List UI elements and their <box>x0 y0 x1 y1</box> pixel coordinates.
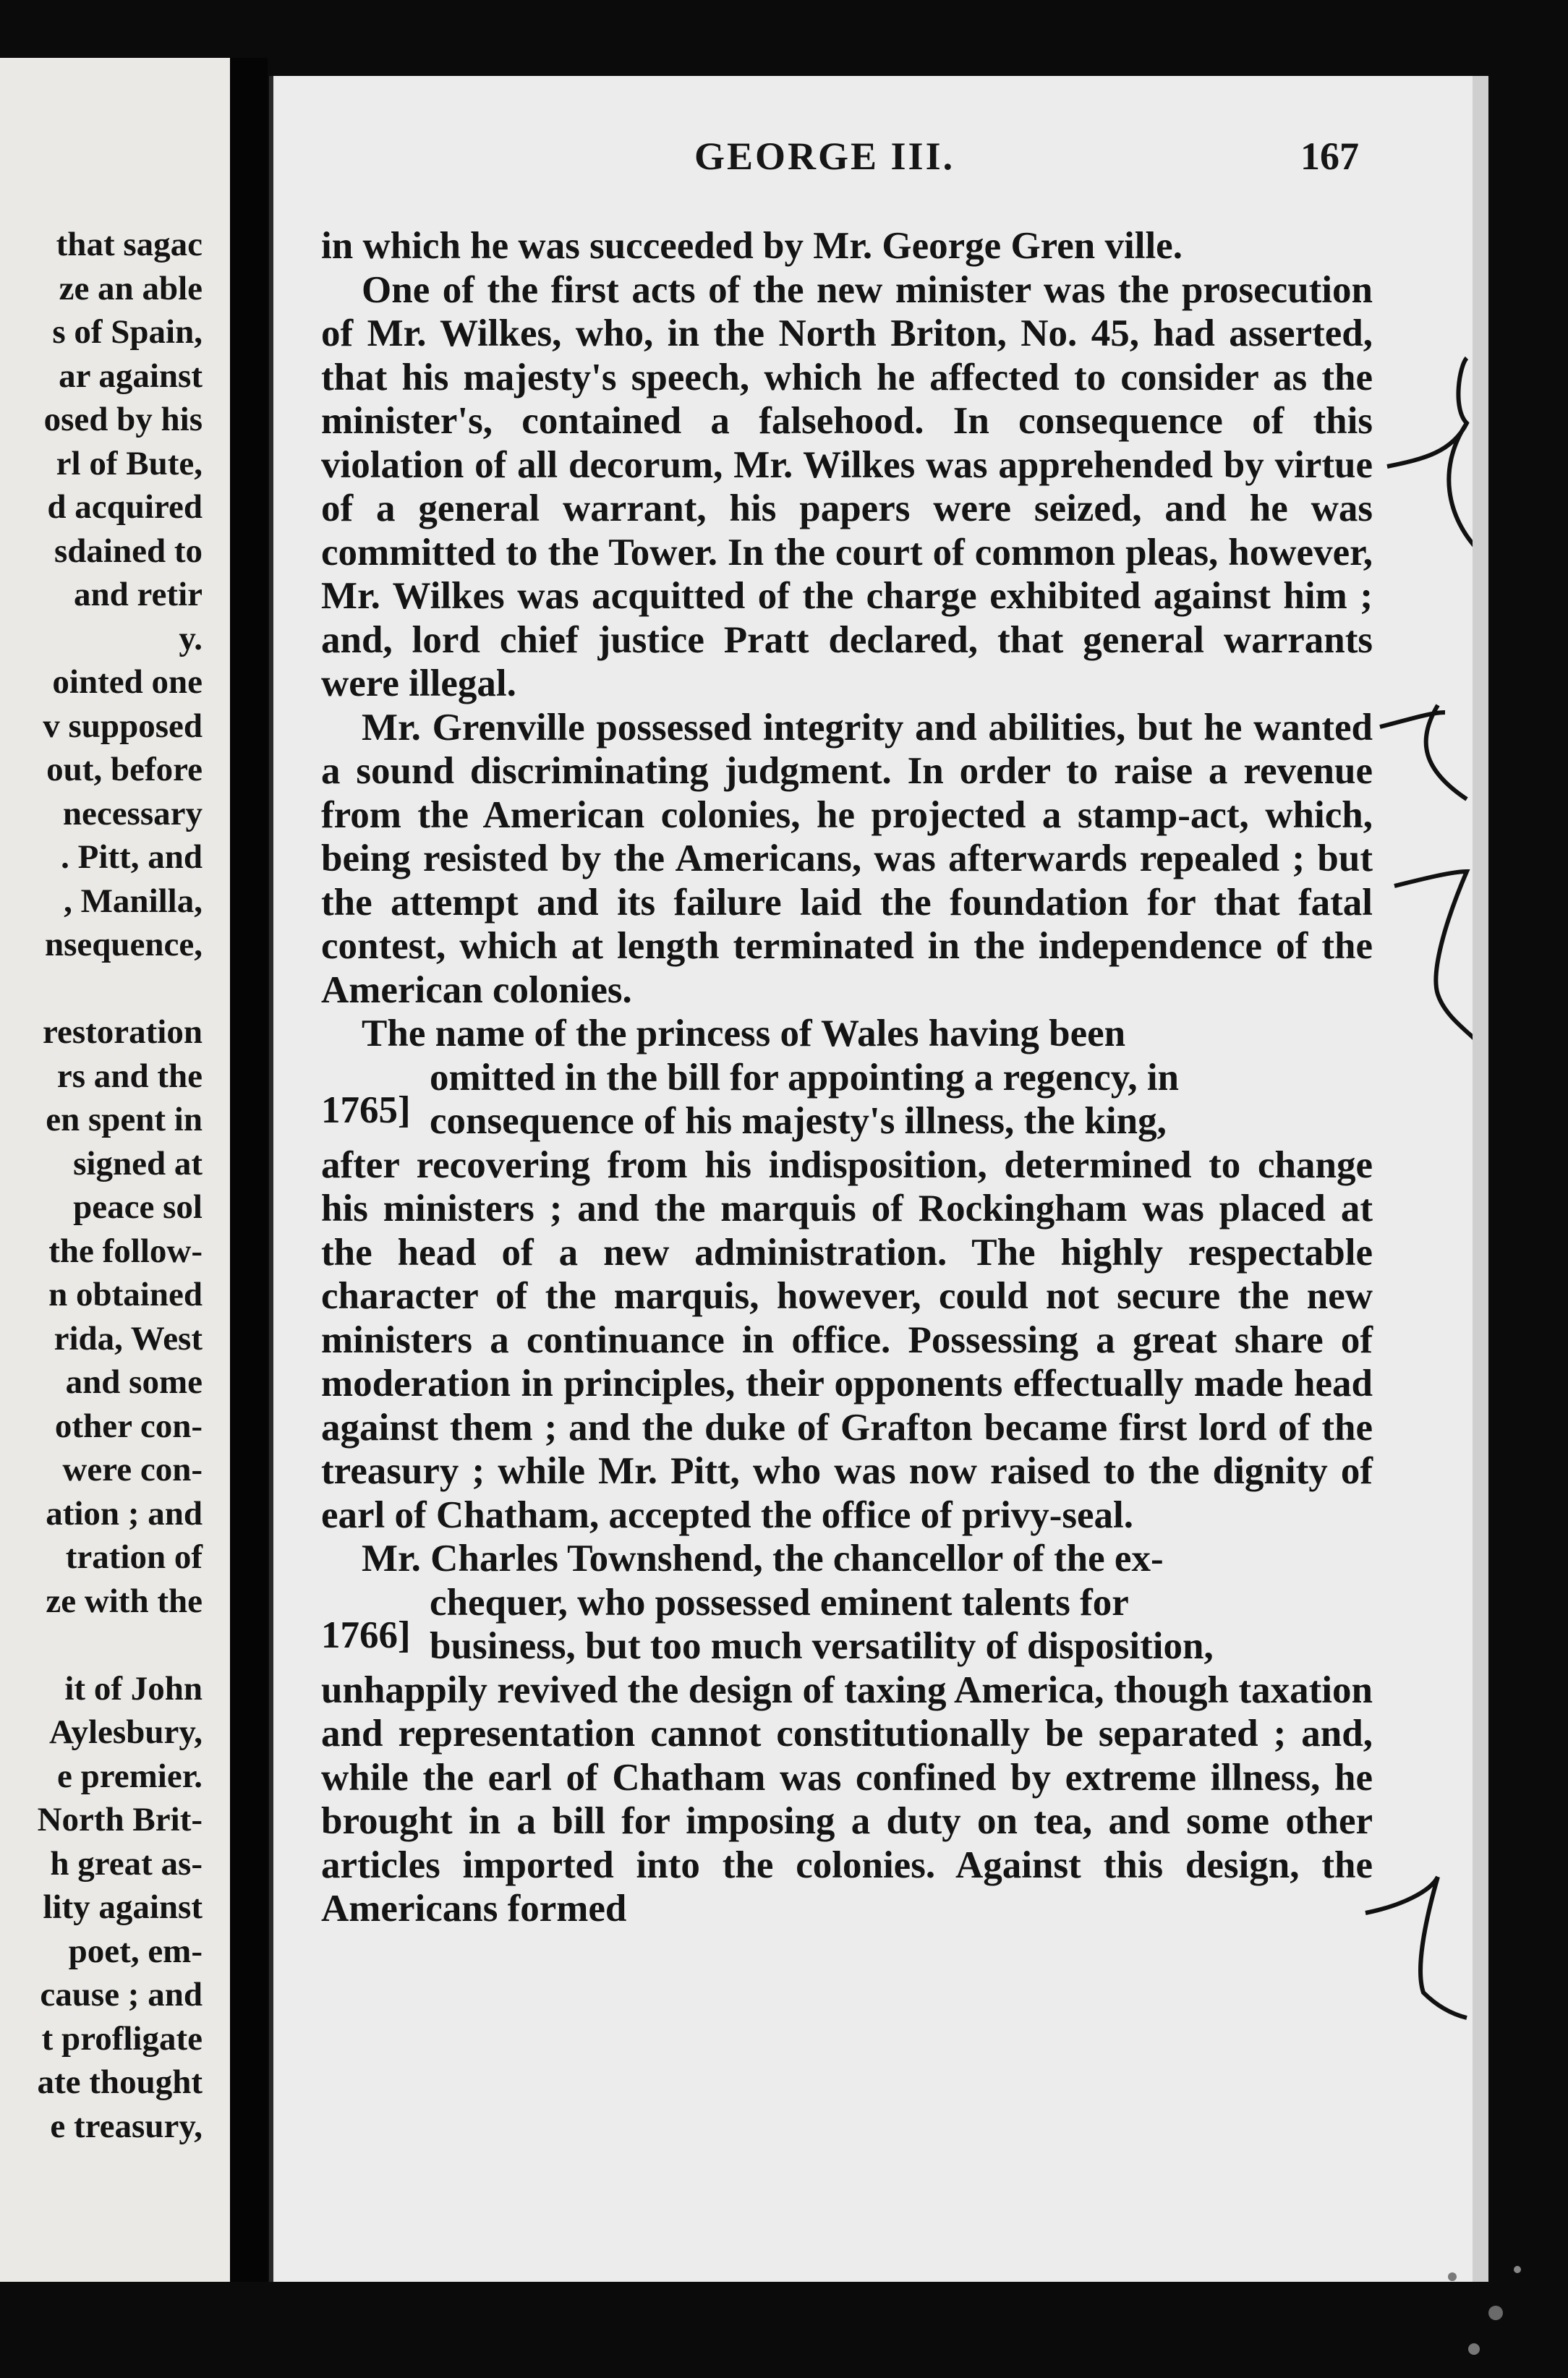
bracket-stroke-3 <box>1394 871 1481 1045</box>
left-page-line: rl of Bute, <box>56 444 203 482</box>
left-page-line: restoration <box>42 1013 203 1051</box>
left-page-line: were con- <box>62 1451 203 1488</box>
left-page-line: lity against <box>43 1888 203 1926</box>
paragraph-5-side-line-2: business, but too much versatility of disposition, <box>430 1625 1214 1667</box>
left-page-line: rs and the <box>56 1057 203 1095</box>
speck <box>1514 2266 1521 2273</box>
book-gutter <box>230 58 268 2282</box>
left-page-line: necessary <box>62 794 203 832</box>
left-page-line: sdained to <box>54 532 203 570</box>
right-page <box>269 76 1488 2282</box>
paragraph-5-first-line: Mr. Charles Townshend, the chancellor of the ex- <box>362 1538 1164 1580</box>
left-page-line: e treasury, <box>50 2107 203 2145</box>
bracket-stroke-2 <box>1380 705 1467 799</box>
left-page-line: other con- <box>54 1407 203 1445</box>
left-page-line: , Manilla, <box>64 882 203 920</box>
year-lines-1766 <box>430 1581 1373 1669</box>
left-page-line: and retir <box>74 576 203 613</box>
left-page-line: out, before <box>46 751 203 788</box>
left-page-line: osed by his <box>43 401 203 438</box>
left-page-line: North Brit- <box>37 1801 203 1838</box>
page-title: GEORGE III. <box>694 135 955 178</box>
speck <box>1468 2343 1480 2355</box>
left-page-line: ate thought <box>37 2063 203 2101</box>
bracket-stroke-4 <box>1365 1877 1467 2018</box>
year-note-1766: 1766] <box>321 1614 411 1656</box>
left-page-line: d acquired <box>47 488 203 526</box>
left-page-line: ze with the <box>46 1582 203 1620</box>
year-note-1765: 1765] <box>321 1088 411 1131</box>
left-page-line: s of Spain, <box>52 313 203 351</box>
left-page-line: en spent in <box>46 1101 203 1138</box>
paragraph-5-rest: unhappily revived the design of taxing America, though taxation and representation cannot constitutionally be separated ; and, while the earl of Chatham was confined by extreme illness, he brought in a bill for imposing a duty on tea, and some other articles imported into the colonies. Against this design, the Americans formed <box>321 1669 1373 1930</box>
paragraph-4-rest: after recovering from his indisposition, determined to change his ministers ; and the marquis of Rockingham was placed at the head of a new administration. The highly respectable character of the marquis, however, could not secure the new ministers a continuance in office. Possessing a great share of moderation in principles, their opponents effectually made head against them ; and the duke of Grafton became first lord of the treasury ; while Mr. Pitt, who was now raised to the dignity of earl of Chatham, accepted the office of privy-seal. <box>321 1143 1373 1536</box>
left-page-line: ointed one <box>52 663 203 701</box>
year-lines-1765 <box>430 1056 1373 1143</box>
body-text <box>321 224 1373 1931</box>
speck <box>1488 2306 1503 2320</box>
left-page-line: . Pitt, and <box>61 838 203 876</box>
year-block-1766 <box>321 1581 1373 1669</box>
paragraph-4-side-line-2: consequence of his majesty's illness, the king, <box>430 1100 1167 1142</box>
left-page-line: tration of <box>65 1538 203 1576</box>
left-page-line: the follow- <box>48 1232 203 1270</box>
left-page-line: peace sol <box>73 1188 203 1226</box>
speck <box>1448 2272 1457 2281</box>
left-page-line: and some <box>65 1363 203 1401</box>
left-page-line: it of John <box>64 1669 203 1708</box>
left-page-line: t profligate <box>41 2019 203 2058</box>
left-page-line: cause ; and <box>40 1976 203 2013</box>
left-page-line: v supposed <box>43 707 203 745</box>
paragraph-4-first-line: The name of the princess of Wales having been <box>362 1013 1126 1054</box>
year-block-1765 <box>321 1056 1373 1143</box>
margin-bracket-mark-2 <box>1373 698 1474 806</box>
paragraph-3: Mr. Grenville possessed integrity and abilities, but he wanted a sound discriminating judgment. In order to raise a revenue from the American colonies, he projected a stamp-act, which, being resisted by the Americans, was afterwards repealed ; but the attempt and its failure laid the foundation for that fatal contest, which at length terminated in the independence of the American colonies. <box>321 706 1373 1011</box>
left-page-fragment <box>0 58 230 2282</box>
margin-bracket-mark-1 <box>1380 351 1488 568</box>
left-page-line: Aylesbury, <box>49 1713 203 1751</box>
left-page-line: y. <box>179 619 203 657</box>
bracket-stroke-1 <box>1387 358 1481 553</box>
paragraph-2: One of the first acts of the new minister was the prosecution of Mr. Wilkes, who, in the North Briton, No. 45, had asserted, that his majesty's speech, which he affected to consider as the minister's, contained a falsehood. In consequence of this violation of all decorum, Mr. Wilkes was apprehended by virtue of a general warrant, his papers were seized, and he was committed to the Tower. In the court of common pleas, however, Mr. Wilkes was acquitted of the charge exhibited against him ; and, lord chief justice Pratt declared, that general warrants were illegal. <box>321 268 1373 704</box>
left-page-line: poet, em- <box>68 1932 203 1970</box>
left-page-line: that sagac <box>56 226 203 263</box>
paragraph-4-side-line-1: omitted in the bill for appointing a regency, in <box>430 1056 1180 1099</box>
left-page-line: n obtained <box>48 1276 203 1313</box>
page-specks <box>1409 2248 1554 2378</box>
left-page-line: e premier. <box>57 1757 203 1795</box>
margin-bracket-mark-4 <box>1358 1862 1474 2029</box>
left-page-line: h great as- <box>50 1844 203 1883</box>
left-page-line: ze an able <box>59 269 203 307</box>
left-page-line: signed at <box>73 1144 203 1182</box>
page-number: 167 <box>1300 135 1359 178</box>
margin-bracket-mark-3 <box>1387 864 1488 1052</box>
paragraph-1: in which he was succeeded by Mr. George Gren ville. <box>321 225 1183 267</box>
left-page-line: ation ; and <box>46 1494 203 1533</box>
left-page-line: ar against <box>59 357 203 395</box>
left-page-line: nsequence, <box>44 926 203 963</box>
paragraph-5-side-line-1: chequer, who possessed eminent talents for <box>430 1581 1129 1624</box>
left-page-line: rida, West <box>54 1319 203 1358</box>
